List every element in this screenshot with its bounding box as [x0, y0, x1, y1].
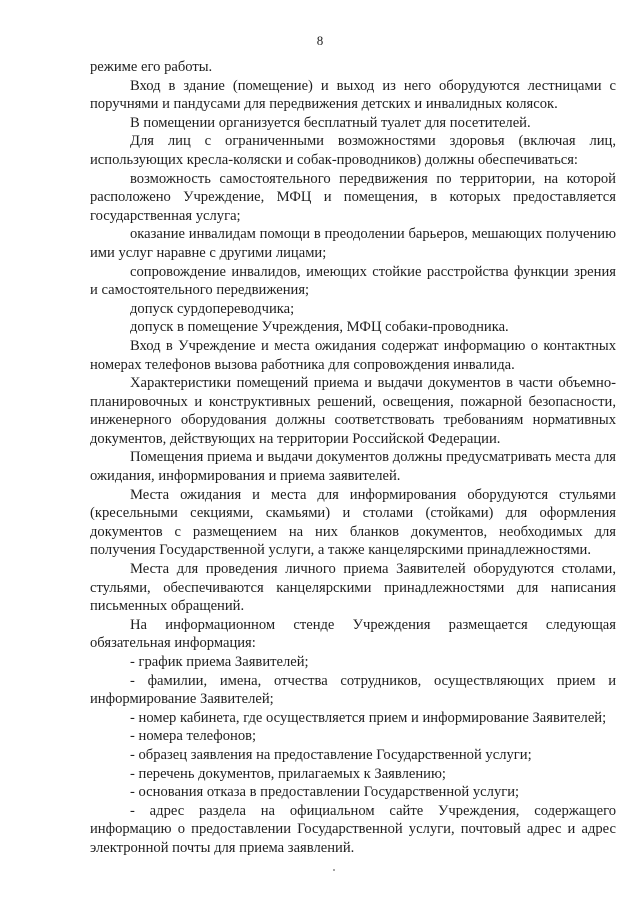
paragraph-10: Вход в Учреждение и места ожидания содержат информацию о контактных номерах телефонов вызова работника для сопровождения инвалида. — [90, 337, 616, 373]
paragraph-12: Помещения приема и выдачи документов должны предусматривать места для ожидания, информирования и приема заявителей. — [90, 449, 616, 485]
paragraph-15: На информационном стенде Учреждения размещается следующая обязательная информация: — [90, 616, 616, 652]
list-item-8: - адрес раздела на официальном сайте Учреждения, содержащего информацию о предоставлении Государственной услуги, почтовый адрес и адрес электронной почты для приема заявлений. — [90, 802, 616, 856]
paragraph-9: допуск в помещение Учреждения, МФЦ собаки-проводника. — [130, 319, 509, 336]
list-item-7: - основания отказа в предоставлении Государственной услуги; — [130, 784, 520, 801]
paragraph-6: оказание инвалидам помощи в преодолении барьеров, мешающих получению ими услуг наравне с другими лицами; — [90, 226, 616, 261]
paragraph-1: режиме его работы. — [90, 59, 213, 75]
list-item-6: - перечень документов, прилагаемых к Заявлению; — [130, 765, 446, 782]
paragraph-4: Для лиц с ограниченными возможностями здоровья (включая лиц, использующих кресла-коляски и собак-проводников) должны обеспечиваться: — [90, 133, 616, 168]
paragraph-14: Места для проведения личного приема Заявителей оборудуются столами, стульями, обеспечиваются канцелярскими принадлежностями для написания письменных обращений. — [90, 561, 616, 615]
list-item-3: - номер кабинета, где осуществляется прием и информирование Заявителей; — [130, 709, 607, 726]
list-item-1: - график приема Заявителей; — [130, 654, 309, 670]
paragraph-5: возможность самостоятельного передвижения по территории, на которой расположено Учреждение, МФЦ и помещения, в которых предоставляется государственная услуга; — [90, 170, 616, 224]
list-item-2: - фамилии, имена, отчества сотрудников, осуществляющих прием и информирование Заявителей; — [90, 672, 616, 708]
paragraph-8: допуск сурдопереводчика; — [130, 300, 295, 317]
scan-speck — [333, 869, 335, 871]
paragraph-2: Вход в здание (помещение) и выход из него оборудуются лестницами с поручнями и пандусами для передвижения детских и инвалидных колясок. — [90, 77, 616, 113]
paragraph-11: Характеристики помещений приема и выдачи документов в части объемно-планировочных и конструктивных решений, освещения, пожарной безопасности, инженерного оборудования должны соответствовать требованиям нормативных документов, действующих на территории Российской Федерации. — [90, 375, 616, 447]
page-number: 8 — [316, 33, 324, 48]
list-item-5: - образец заявления на предоставление Государственной услуги; — [130, 746, 532, 763]
list-item-4: - номера телефонов; — [130, 728, 257, 745]
body-text — [90, 58, 616, 858]
paragraph-13: Места ожидания и места для информирования оборудуются стульями (кресельными секциями, скамьями) и столами (стойками) для оформления документов с размещением на них бланков документов, необходимых для получения Государственной услуги, а также канцелярскими принадлежностями. — [90, 486, 616, 559]
paragraph-3: В помещении организуется бесплатный туалет для посетителей. — [130, 114, 531, 131]
paragraph-7: сопровождение инвалидов, имеющих стойкие расстройства функции зрения и самостоятельного передвижения; — [90, 263, 616, 299]
